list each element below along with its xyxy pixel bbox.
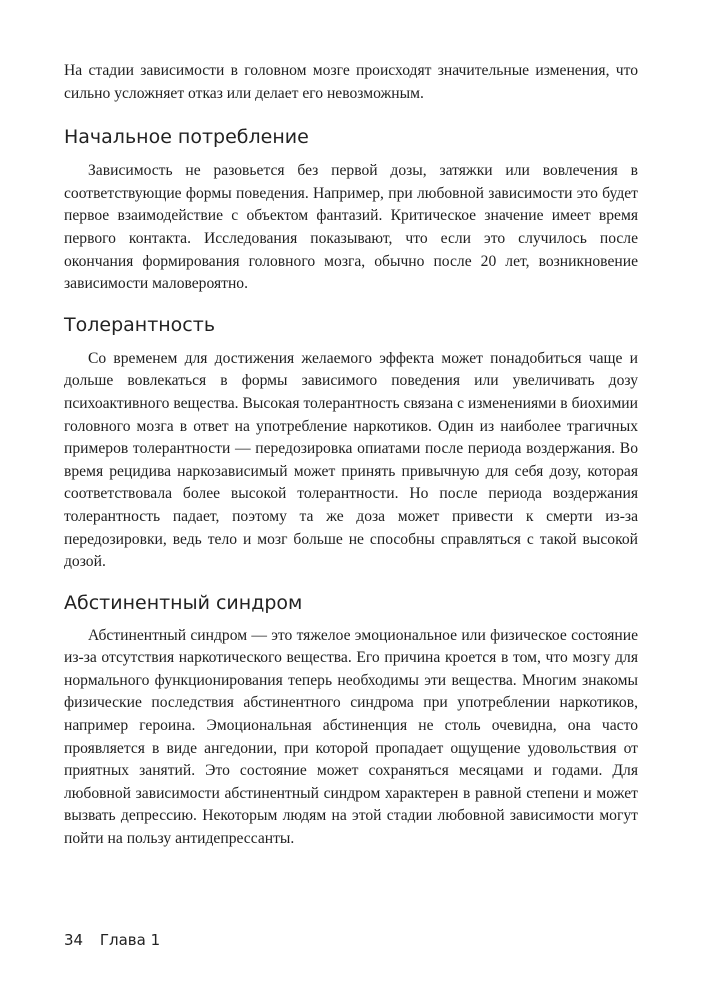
page-content: [64, 60, 638, 851]
section-heading-initial-use: Начальное потребление: [64, 126, 309, 149]
page-number: 34: [64, 931, 84, 949]
section-paragraph-tolerance: Со временем для достижения желаемого эффекта может понадобиться чаще и дольше вовлекаться в формы зависимого поведения или увеличивать дозу психоактивного вещества. Высокая толерантность связана с изменениями в биохимии головного мозга в ответ на употребление наркотиков. Один из наиболее трагичных примеров толерантности — передозировка опиатами после периода воздержания. Во время рецидива наркозависимый может принять привычную для себя дозу, которая соответствовала более высокой толерантности. Но после периода воздержания толерантность падает, поэтому та же доза может привести к смерти из-за передозировки, ведь тело и мозг больше не способны справляться с такой высокой дозой.: [64, 349, 638, 571]
chapter-label: Глава 1: [99, 931, 161, 949]
section-paragraph-initial-use: Зависимость не разовьется без первой дозы, затяжки или вовлечения в соответствующие формы поведения. Например, при любовной зависимости это будет первое взаимодействие с объектом фантазий. Критическое значение имеет время первого контакта. Исследования показывают, что если это случилось после окончания формирования головного мозга, обычно после 20 лет, возникновение зависимости маловероятно.: [64, 162, 638, 293]
intro-paragraph: На стадии зависимости в головном мозге происходят значительные изменения, что сильно усложняет отказ или делает его невозможным.: [64, 62, 638, 102]
section-heading-withdrawal: Абстинентный синдром: [64, 591, 303, 614]
section-paragraph-withdrawal: Абстинентный синдром — это тяжелое эмоциональное или физическое состояние из-за отсутствия наркотического вещества. Его причина кроется в том, что мозгу для нормального функционирования теперь необходимы эти вещества. Многим знакомы физические последствия абстинентного синдрома при употреблении наркотиков, например героина. Эмоциональная абстиненция не столь очевидна, она часто проявляется в виде ангедонии, при которой пропадает ощущение удовольствия от приятных занятий. Это состояние может сохраняться месяцами и годами. Для любовной зависимости абстинентный синдром характерен в равной степени и может вызвать депрессию. Некоторым людям на этой стадии любовной зависимости могут пойти на пользу антидепрессанты.: [64, 626, 638, 848]
section-heading-tolerance: Толерантность: [64, 313, 216, 336]
page-footer: [64, 931, 160, 949]
